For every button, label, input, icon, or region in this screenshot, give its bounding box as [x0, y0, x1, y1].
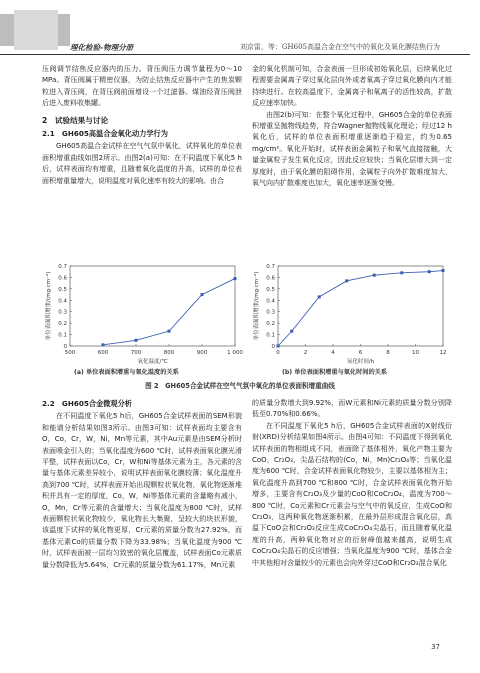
y-axis-label: 单位表面积增重/(mg·cm⁻²) — [46, 271, 52, 341]
y-tick-label: 0.2 — [266, 321, 275, 328]
y-tick-label: 0 — [271, 344, 275, 350]
subsection-heading: 2.2 GH605合金微观分析 — [42, 399, 132, 408]
x-tick-label: 2 — [303, 350, 308, 356]
x-tick-label: 600 — [97, 350, 109, 356]
y-tick-label: 0.4 — [58, 298, 67, 305]
subsection-heading: 2.1 GH605高温合金氧化动力学行为 — [42, 129, 168, 139]
data-point — [168, 330, 171, 333]
page-number: 37 — [431, 643, 440, 651]
data-point — [428, 270, 431, 273]
x-tick-label: 900 — [196, 350, 208, 356]
subfigure-a-caption: (a) 单位表面积增重与氧化温度的关系 — [74, 369, 179, 376]
y-tick-label: 0.2 — [58, 321, 67, 328]
series-line — [278, 271, 443, 346]
y-tick-label: 0.1 — [58, 332, 67, 339]
plot-frame — [70, 266, 235, 346]
data-point — [373, 274, 376, 277]
paragraph: 压阀调节结焦反应器内的压力。背压阀压力调节量程为0～10 MPa。背压阀属于精密仪器，为防止结焦反应器中产生的焦炭颗粒进入背压阀，在背压阀前面增设一个过滤器。煤油经背压阀泄后进入废料收集罐。 — [42, 65, 242, 108]
data-point — [442, 269, 445, 272]
y-tick-label: 0.7 — [58, 264, 67, 270]
chart-a — [42, 262, 247, 372]
left-column-top — [42, 64, 242, 187]
y-tick-label: 0.6 — [58, 275, 67, 282]
header-rule — [0, 54, 470, 55]
data-point — [318, 295, 321, 298]
x-tick-label: 1 000 — [227, 350, 243, 356]
chart-b — [250, 262, 455, 372]
right-column-bottom — [252, 398, 452, 569]
data-point — [234, 277, 237, 280]
paragraph: 在不同温度下氧化5 h后，GH605合金试样表面的SEM形貌和能谱分析结果如图3所示。由图3可知：试样表面均主要含有O，Co，Cr，W，Ni，Mn等元素，其中Au元素是由SEM分析时表面喷金引入的；当氧化温度为600 ℃时，试样表面氧化膜光滑平整，试样表面以Co，Cr，W和Ni等基体元素为主，各元素的含量与基体元素差异较小，说明试样表面氧化膜较薄；氧化温度升高到700 ℃时，试样表面开始出现颗粒状氧化物，氧化物逐渐堆积并具有一定的厚度，Co，W，Ni等基体元素的含量略有减小，O，Mn，Cr等元素的含量增大；当氧化温度为800 ℃时，试样表面颗粒状氧化物较少，氧化物长大集聚，呈较大的块状形貌，该温度下试样的氧化物更厚，Cr元素的质量分数为27.92%，而基体元素Co的质量分数下降为33.98%；当氧化温度为900 ℃时，试样表面被一层均匀致密的氧化层覆盖，试样表面Co元素质量分数降低为5.64%，Cr元素的质量分数为61.17%，Mn元素 — [42, 412, 242, 569]
y-tick-label: 0.5 — [266, 286, 275, 293]
section-heading: 2 试验结果与讨论 — [42, 115, 109, 125]
y-tick-label: 0.5 — [58, 286, 67, 293]
x-tick-label: 12 — [439, 350, 447, 356]
x-axis-label: 氧化时间/h — [346, 359, 375, 365]
data-point — [345, 279, 348, 282]
x-tick-label: 700 — [130, 350, 142, 356]
x-tick-label: 800 — [163, 350, 175, 356]
paragraph: 的质量分数增大到9.92%，而W元素和Ni元素的质量分数分别降低至0.70%和0.66%。 — [252, 399, 452, 419]
figure-caption: 图 2 GH605合金试样在空气气氛中氧化的单位表面积增重曲线 — [145, 382, 335, 390]
x-tick-label: 4 — [331, 350, 335, 356]
data-point — [135, 339, 138, 342]
header-bar — [0, 0, 480, 6]
x-tick-label: 10 — [412, 350, 419, 356]
y-tick-label: 0 — [63, 344, 67, 350]
journal-name: 理化检验-物理分册 — [70, 43, 134, 52]
data-point — [400, 271, 403, 274]
running-title: 刘京雷，等：GH605高温合金在空气中的氧化及氧化膜结焦行为 — [239, 43, 440, 51]
paragraph: 在不同温度下氧化5 h后，GH605合金试样表面的X射线衍射(XRD)分析结果如图4所示。由图4可知：不同温度下得到氧化试样表面的物相组成不同，表面除了基体相外，氧化产物主要为CoO，Cr₂O₃，尖晶石结构的(Co，Ni，Mn)Cr₂O₄等；当氧化温度为600 ℃时，合金试样表面氧化物较少，主要以基体相为主；氧化温度升高到700 ℃和800 ℃时，合金试样表面氧化物开始增多，主要含有Cr₂O₃及少量的CoO和CoCr₂O₄，温度为700～800 ℃时，Co元素和Cr元素会与空气中的氧反应，生成CoO和Cr₂O₃，这两种氧化物逐渐积累，在最外层形成混合氧化层，高温下CoO会和Cr₂O₃反应生成CoCr₂O₄尖晶石，而且随着氧化温度的升高，两种氧化物对应的衍射峰值越来越高，说明生成CoCr₂O₄尖晶石的反应增强；当氧化温度为900 ℃时，基体合金中其他相对含量较少的元素也会向外穿过CoO和Cr₂O₃混合氧化 — [252, 421, 452, 567]
y-tick-label: 0.6 — [266, 275, 275, 282]
x-tick-label: 6 — [358, 350, 363, 356]
paragraph: GH605高温合金试样在空气气氛中氧化，试样氧化的单位表面积增重曲线如图2所示。由图2(a)可知：在不同温度下氧化5 h后，试样表面均有增重，且随着氧化温度的升高，试样的单位表面积增重量增大，说明温度对氧化速率有较大的影响。由合 — [42, 142, 242, 185]
journal-logo-p-icon — [14, 10, 58, 50]
paragraph: 金的氧化机制可知，合金表面一旦形成初始氧化层，后续氧化过程需要金属离子穿过氧化层向外或者氧离子穿过氧化膜向内才能持续进行。在较高温度下，金属离子和氧离子的活性较高，扩散反应速率加快。 — [252, 65, 452, 108]
x-tick-label: 500 — [64, 350, 76, 356]
x-tick-label: 8 — [386, 350, 390, 356]
data-point — [290, 330, 293, 333]
y-tick-label: 0.3 — [266, 309, 275, 316]
data-point — [201, 293, 204, 296]
x-axis-label: 氧化温度/℃ — [137, 359, 168, 365]
y-tick-label: 0.1 — [266, 332, 275, 339]
left-column-bottom — [42, 396, 242, 571]
series-line — [103, 279, 235, 345]
y-axis-label: 单位表面积增重/(mg·cm⁻²) — [254, 271, 260, 341]
right-column-top — [252, 64, 452, 189]
paragraph: 由图2(b)可知：在整个氧化过程中，GH605合金的单位表面积增重呈抛物线趋势，符合Wagner抛物线氧化理论；经过12 h氧化后，试样的单位表面积增重逐渐趋于稳定，约为0.65 mg/cm²。氧化开始时，试样表面金属粒子和氧气直接接触，大量金属粒子发生氧化反应，因此反应较快；当氧化层增大到一定厚度时，由于氧化膜的阻碍作用，金属粒子向外扩散难度加大，氧气向内扩散难度也加大，氧化速率逐渐变慢。 — [252, 110, 452, 188]
y-tick-label: 0.3 — [58, 309, 67, 316]
x-tick-label: 0 — [276, 350, 280, 356]
y-tick-label: 0.7 — [266, 264, 275, 270]
data-point — [102, 343, 105, 346]
y-tick-label: 0.4 — [266, 298, 275, 305]
subfigure-b-caption: (b) 单位表面积增重与氧化时间的关系 — [282, 369, 388, 376]
data-point — [277, 345, 280, 348]
